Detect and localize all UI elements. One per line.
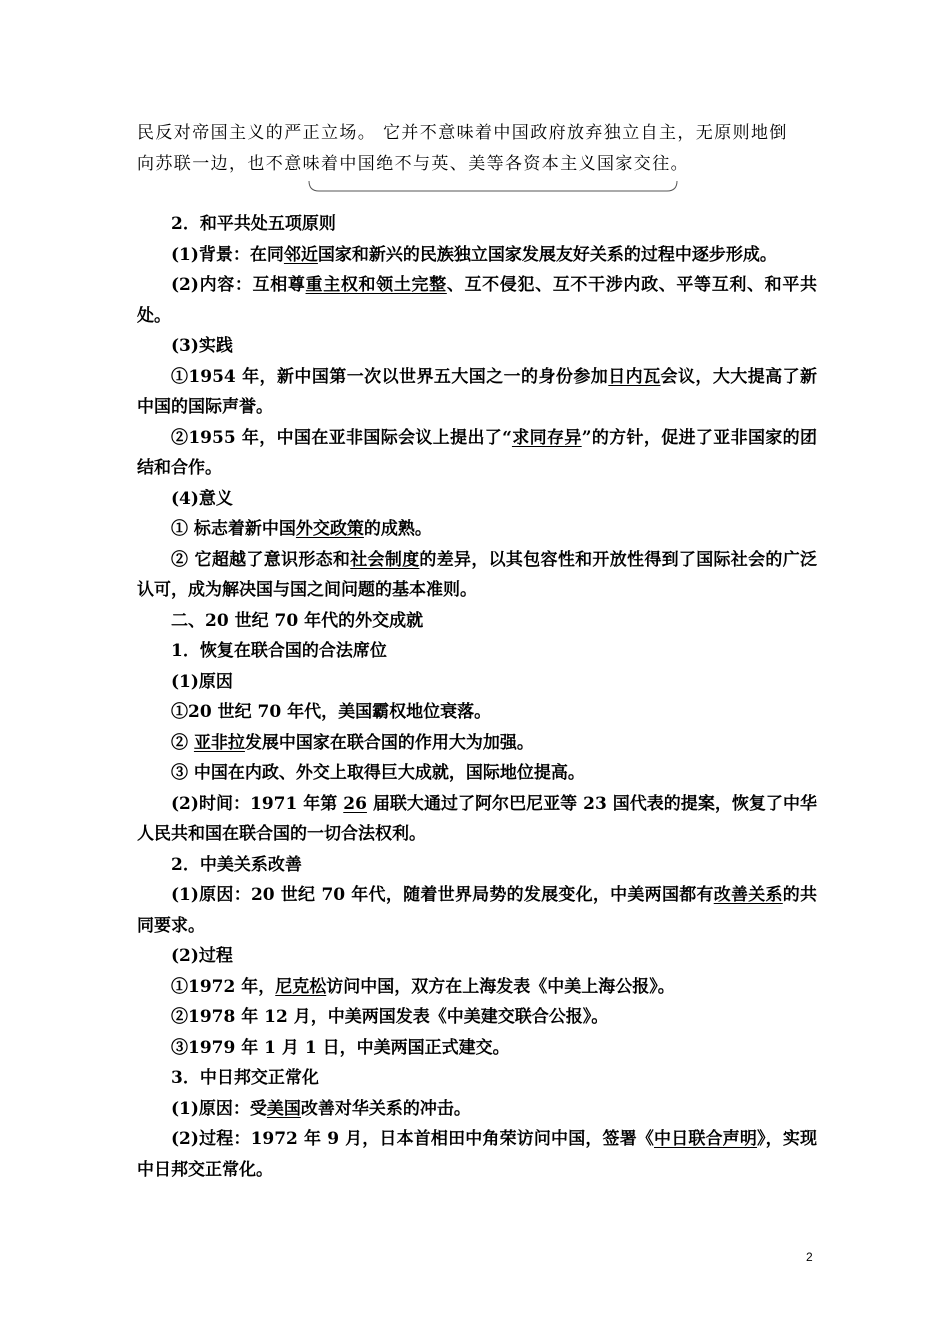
- un-cause-2: [137, 728, 817, 759]
- underlined-term: 亚非拉: [193, 732, 245, 753]
- text: (2)时间：1971 年第: [171, 793, 344, 814]
- un-cause-3: ③ 中国在内政、外交上取得巨大成就，国际地位提高。: [171, 763, 585, 783]
- text: 》，实现中日邦交正常化。: [137, 1129, 818, 1180]
- underlined-term: 26: [343, 793, 367, 814]
- intro-line-1: 民反对帝国主义的严正立场。 它并不意味着中国政府放弃独立自主，无原则地倒: [137, 123, 788, 143]
- text: (1)原因：20 世纪 70 年代，随着世界局势的发展变化，中美两国都有: [171, 885, 714, 905]
- section-heading-peaceful-coexistence: 2．和平共处五项原则: [171, 214, 336, 234]
- significance-item-2: [137, 545, 817, 606]
- us-process-3: ③1979 年 1 月 1 日，中美两国正式建交。: [171, 1037, 510, 1058]
- practice-item-2: [137, 423, 817, 484]
- text: ① 标志着新中国: [171, 519, 296, 539]
- text: ”的方针，促进了亚非国家的团结和合作。: [137, 427, 817, 478]
- text: 改善对华关系的冲击。: [300, 1098, 471, 1119]
- text: 届联大通过了阿尔巴尼亚等 23 国代表的提案，恢复了中华人民共和国在联合国的一切合法权利。: [137, 793, 817, 844]
- text: ①1954 年，新中国第一次以世界五大国之一的身份参加: [171, 366, 609, 387]
- underlined-term: 尼克松: [275, 976, 327, 997]
- significance-item-1: [137, 514, 817, 545]
- us-process-2: ②1978 年 12 月，中美两国发表《中美建交联合公报》。: [171, 1007, 609, 1027]
- us-heading: 2．中美关系改善: [171, 854, 302, 875]
- underlined-term: 求同存异: [511, 427, 582, 448]
- practice-item-1: [137, 362, 817, 423]
- text: 访问中国，双方在上海发表《中美上海公报》。: [326, 976, 675, 997]
- text: 国家和新兴的民族独立国家发展友好关系的过程中逐步形成。: [317, 244, 777, 265]
- jp-cause: [137, 1094, 817, 1125]
- underlined-term: 日内瓦: [608, 366, 661, 387]
- text: 发展中国家在联合国的作用大为加强。: [244, 732, 534, 753]
- un-cause-1: ①20 世纪 70 年代，美国霸权地位衰落。: [171, 702, 492, 722]
- brace-decoration: [137, 179, 817, 205]
- jp-heading: 3．中日邦交正常化: [171, 1068, 319, 1088]
- text: (2)过程：1972 年 9 月，日本首相田中角荣访问中国，签署《: [171, 1129, 655, 1149]
- page-number: 2: [806, 1250, 813, 1264]
- underlined-term: 重主权和领土完整: [305, 275, 447, 295]
- underlined-term: 社会制度: [350, 549, 420, 570]
- un-cause-heading: (1)原因: [171, 671, 233, 692]
- document-body: [137, 118, 817, 1185]
- text: (2)内容：互相尊: [171, 275, 306, 295]
- text: ①1972 年，: [171, 976, 276, 997]
- underlined-term: 外交政策: [295, 519, 364, 539]
- underlined-term: 美国: [266, 1098, 301, 1119]
- us-cause: [137, 880, 817, 941]
- brace-icon: [307, 179, 679, 203]
- un-time: [137, 789, 817, 850]
- text: 的共同要求。: [137, 885, 818, 936]
- text: 的成熟。: [363, 519, 432, 539]
- text: 、互不侵犯、互不干涉内政、平等互利、和平共处。: [137, 275, 817, 326]
- us-process-1: [137, 972, 817, 1003]
- part-heading-70s: 二、20 世纪 70 年代的外交成就: [171, 610, 424, 631]
- underlined-term: 改善关系: [713, 885, 783, 905]
- significance-heading: (4)意义: [171, 488, 233, 509]
- text: ②: [171, 732, 194, 753]
- underlined-term: 邻近: [283, 244, 318, 265]
- jp-process: [137, 1124, 817, 1185]
- text: ② 它超越了意识形态和: [171, 549, 351, 570]
- intro-line-2: 向苏联一边，也不意味着中国绝不与英、美等各资本主义国家交往。: [137, 153, 689, 174]
- text: 会议，大大提高了新中国的国际声誉。: [137, 366, 818, 417]
- text: (1)背景：在同: [171, 244, 284, 265]
- us-process-heading: (2)过程: [171, 946, 233, 966]
- text: 的差异，以其包容性和开放性得到了国际社会的广泛认可，成为解决国与国之间问题的基本准则。: [137, 549, 818, 600]
- text: ②1955 年，中国在亚非国际会议上提出了“: [171, 427, 512, 448]
- text: (1)原因：受: [171, 1098, 267, 1119]
- practice-heading: (3)实践: [171, 336, 233, 356]
- underlined-term: 中日联合声明: [654, 1129, 758, 1149]
- un-heading: 1．恢复在联合国的合法席位: [171, 641, 387, 661]
- content-paragraph: [137, 270, 817, 331]
- background-paragraph: [137, 240, 817, 271]
